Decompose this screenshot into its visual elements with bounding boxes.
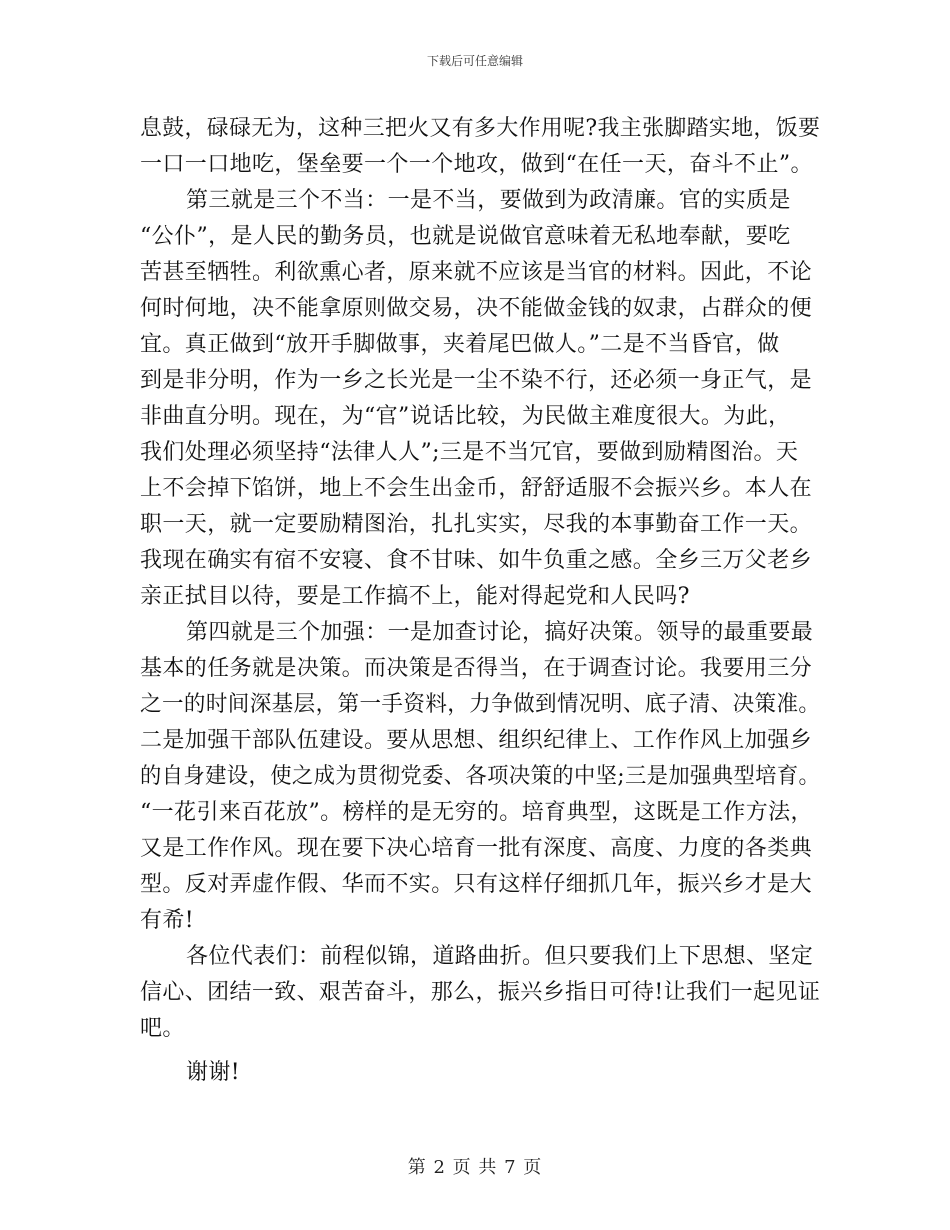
body-line: 的自身建设，使之成为贯彻党委、各项决策的中坚;三是加强典型培育。 <box>140 764 821 789</box>
body-line: 吧。 <box>140 1016 185 1041</box>
body-line: 第四就是三个加强：一是加查讨论，搞好决策。领导的最重要最 <box>186 620 814 645</box>
body-line: 第三就是三个不当：一是不当，要做到为政清廉。官的实质是 <box>186 188 791 213</box>
body-line: “公仆”，是人民的勤务员，也就是说做官意味着无私地奉献，要吃 <box>140 224 791 249</box>
body-line: “一花引来百花放”。榜样的是无穷的。培育典型，这既是工作方法， <box>140 800 813 825</box>
body-line: 各位代表们：前程似锦，道路曲折。但只要我们上下思想、坚定 <box>186 944 814 969</box>
page-number: 第 2 页 共 7 页 <box>407 1157 543 1178</box>
body-line: 二是加强干部队伍建设。要从思想、组织纪律上、工作作风上加强乡 <box>140 728 813 753</box>
body-line: 到是非分明，作为一乡之长光是一尘不染不行，还必须一身正气，是 <box>140 368 813 393</box>
body-line: 苦甚至牺牲。利欲熏心者，原来就不应该是当官的材料。因此，不论 <box>140 260 813 285</box>
body-line: 息鼓，碌碌无为，这种三把火又有多大作用呢?我主张脚踏实地，饭要 <box>140 116 821 141</box>
body-line: 之一的时间深基层，第一手资料，力争做到情况明、底子清、决策准。 <box>140 692 821 717</box>
page-header: 下载后可任意编辑 <box>426 54 523 68</box>
body-line: 我现在确实有宿不安寝、食不甘味、如牛负重之感。全乡三万父老乡 <box>140 548 813 573</box>
body-line: 亲正拭目以待，要是工作搞不上，能对得起党和人民吗? <box>140 584 690 609</box>
body-line: 职一天，就一定要励精图治，扎扎实实，尽我的本事勤奋工作一天。 <box>140 512 813 537</box>
body-line: 信心、团结一致、艰苦奋斗，那么，振兴乡指日可待!让我们一起见证 <box>140 980 821 1005</box>
body-line: 型。反对弄虚作假、华而不实。只有这样仔细抓几年，振兴乡才是大 <box>140 872 813 897</box>
body-line: 何时何地，决不能拿原则做交易，决不能做金钱的奴隶，占群众的便 <box>140 296 813 321</box>
body-line: 宜。真正做到“放开手脚做事，夹着尾巴做人。”二是不当昏官，做 <box>140 332 780 357</box>
body-line: 非曲直分明。现在，为“官”说话比较，为民做主难度很大。为此， <box>140 404 791 429</box>
body-line: 又是工作作风。现在要下决心培育一批有深度、高度、力度的各类典 <box>140 836 813 861</box>
body-line: 基本的任务就是决策。而决策是否得当，在于调查讨论。我要用三分 <box>140 656 813 681</box>
body-line: 上不会掉下馅饼，地上不会生出金币，舒舒适服不会振兴乡。本人在 <box>140 476 813 501</box>
body-line: 一口一口地吃，堡垒要一个一个地攻，做到“在任一天，奋斗不止”。 <box>140 152 813 177</box>
body-line: 有希! <box>140 908 195 933</box>
body-line: 谢谢! <box>186 1060 241 1085</box>
body-line: 我们处理必须坚持“法律人人”;三是不当冗官，要做到励精图治。天 <box>140 440 799 465</box>
